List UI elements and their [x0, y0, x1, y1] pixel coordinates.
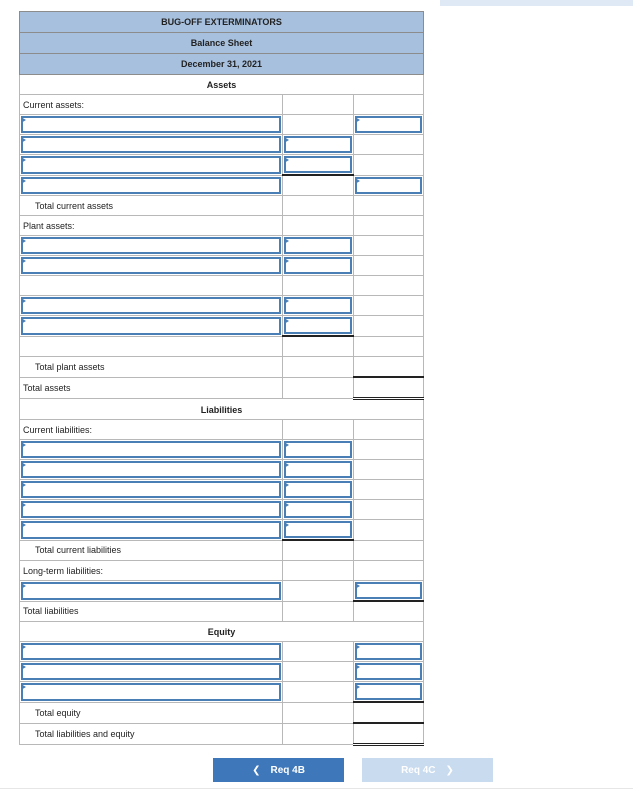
- table-row: [20, 256, 424, 276]
- amount-input[interactable]: [353, 662, 423, 682]
- account-name-input[interactable]: [20, 642, 283, 662]
- account-name-input[interactable]: [20, 256, 283, 276]
- account-name-input[interactable]: [20, 581, 283, 602]
- total-plant-assets-amount[interactable]: [353, 357, 423, 378]
- amount-input[interactable]: [283, 500, 353, 520]
- account-name-input[interactable]: [20, 520, 283, 541]
- chevron-right-icon: ❯: [445, 764, 454, 776]
- total-equity-amount[interactable]: [353, 702, 423, 723]
- statement-title: Balance Sheet: [20, 33, 424, 54]
- table-row: [20, 662, 424, 682]
- table-row: [20, 175, 424, 196]
- table-row: [20, 236, 424, 256]
- table-row: [20, 440, 424, 460]
- table-row: [20, 520, 424, 541]
- account-name-input[interactable]: [20, 662, 283, 682]
- total-plant-assets-label: Total plant assets: [20, 357, 283, 378]
- account-name-input[interactable]: [20, 500, 283, 520]
- plant-assets-label: Plant assets:: [20, 216, 283, 236]
- amount-input[interactable]: [283, 256, 353, 276]
- current-liabilities-label: Current liabilities:: [20, 420, 283, 440]
- account-name-input[interactable]: [20, 480, 283, 500]
- total-liabilities-equity-label: Total liabilities and equity: [20, 723, 283, 745]
- account-name-input[interactable]: [20, 460, 283, 480]
- current-assets-label: Current assets:: [20, 95, 283, 115]
- table-row: [20, 296, 424, 316]
- total-current-assets-label: Total current assets: [20, 196, 283, 216]
- amount-input[interactable]: [283, 480, 353, 500]
- amount-input[interactable]: [283, 460, 353, 480]
- total-current-liabilities-label: Total current liabilities: [20, 540, 283, 561]
- account-name-input[interactable]: [20, 682, 283, 703]
- table-row: [20, 642, 424, 662]
- account-name-input[interactable]: [20, 316, 283, 337]
- amount-input[interactable]: [353, 115, 423, 135]
- section-equity: Equity: [20, 622, 424, 642]
- next-req-button[interactable]: [362, 758, 493, 782]
- amount-input[interactable]: [353, 581, 423, 602]
- table-row: [20, 500, 424, 520]
- next-req-label: Req 4C: [401, 764, 436, 776]
- table-row: [20, 316, 424, 337]
- company-name: BUG-OFF EXTERMINATORS: [20, 12, 424, 33]
- table-row: [20, 135, 424, 155]
- account-name-input[interactable]: [20, 236, 283, 256]
- balance-sheet-table: [19, 11, 424, 746]
- table-row: [20, 276, 424, 296]
- account-name-input[interactable]: [20, 155, 283, 176]
- section-liabilities: Liabilities: [20, 399, 424, 420]
- top-accent-bar: [440, 0, 633, 6]
- total-liabilities-amount[interactable]: [353, 601, 423, 622]
- total-equity-label: Total equity: [20, 702, 283, 723]
- amount-input[interactable]: [283, 236, 353, 256]
- amount-input[interactable]: [283, 440, 353, 460]
- table-row: [20, 155, 424, 176]
- table-row: [20, 460, 424, 480]
- prev-req-label: Req 4B: [270, 764, 305, 776]
- table-row: [20, 682, 424, 703]
- amount-input[interactable]: [283, 155, 353, 176]
- table-row: [20, 480, 424, 500]
- statement-date: December 31, 2021: [20, 54, 424, 75]
- table-row: [20, 336, 424, 357]
- amount-input[interactable]: [283, 296, 353, 316]
- section-assets: Assets: [20, 75, 424, 95]
- account-name-input[interactable]: [20, 440, 283, 460]
- amount-input[interactable]: [353, 682, 423, 703]
- amount-input[interactable]: [353, 642, 423, 662]
- prev-req-button[interactable]: [213, 758, 344, 782]
- chevron-left-icon: ❮: [252, 764, 261, 776]
- total-assets-amount[interactable]: [353, 377, 423, 399]
- account-name-input[interactable]: [20, 135, 283, 155]
- amount-input[interactable]: [283, 520, 353, 541]
- divider: [0, 788, 633, 789]
- total-assets-label: Total assets: [20, 377, 283, 399]
- amount-input[interactable]: [353, 175, 423, 196]
- total-liabilities-equity-amount[interactable]: [353, 723, 423, 745]
- account-name-input[interactable]: [20, 296, 283, 316]
- account-name-input[interactable]: [20, 115, 283, 135]
- account-name-input[interactable]: [20, 175, 283, 196]
- amount-input[interactable]: [283, 316, 353, 337]
- table-row: [20, 581, 424, 602]
- long-term-liabilities-label: Long-term liabilities:: [20, 561, 283, 581]
- total-liabilities-label: Total liabilities: [20, 601, 283, 622]
- amount-input[interactable]: [283, 135, 353, 155]
- table-row: [20, 115, 424, 135]
